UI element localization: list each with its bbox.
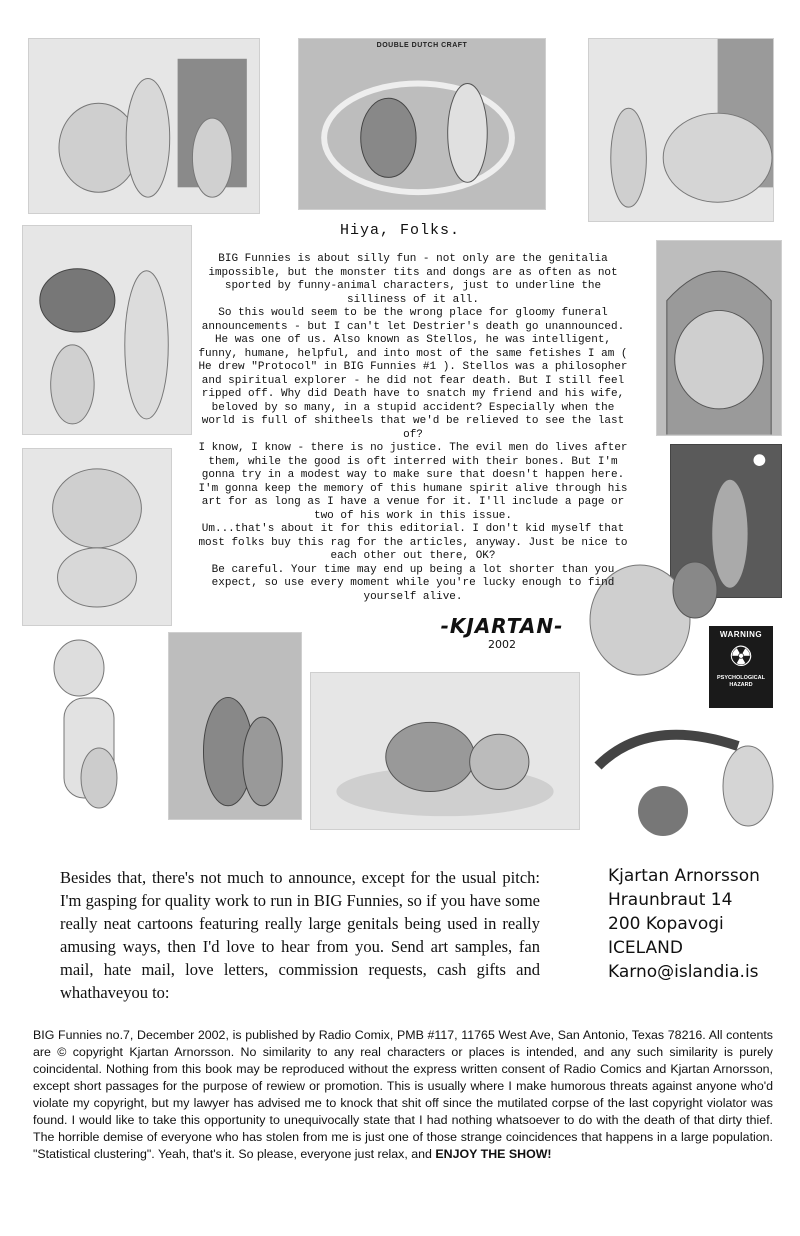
- jump-rope-scene-icon: [299, 39, 545, 209]
- warning-title: WARNING: [719, 630, 763, 639]
- sketch-figure-icon: [588, 716, 784, 842]
- sketch-figure-icon: [24, 628, 154, 826]
- sketch-arch-figure-icon: [657, 241, 781, 435]
- editorial-paragraph: So this would seem to be the wrong place for gloomy funeral announcements - but I can't let Destrier's death go unannounced. He was one of us. Also known as Stellos, he was intelligent, funny, humane, helpful, and into most of the same fetishes I am ( He drew "Protocol" in BIG Funnies #1 ). Stellos was a philosopher and spiritual explorer - he did not fear death. But I still feel ripped off. Why did Death have to snatch my friend and his wife, beloved by so many, in a stupid accident? Especially when the world is full of shitheels that we'd be relieved to see the last of?: [198, 307, 628, 441]
- sketch-figures-icon: [23, 226, 191, 434]
- illustration-bottom-4: [588, 716, 784, 842]
- radiation-trefoil-icon: ☢: [728, 641, 754, 672]
- address-name: Kjartan Arnorsson: [608, 866, 760, 886]
- sketch-figures-icon: [29, 39, 259, 213]
- warning-subtitle: PSYCHOLOGICAL HAZARD: [717, 675, 765, 688]
- editorial-body: [196, 253, 630, 604]
- double-dutch-label: DOUBLE DUTCH CRAFT: [376, 42, 468, 49]
- sketch-figures-icon: [169, 633, 301, 819]
- illustration-bottom-3: [310, 672, 580, 830]
- illustration-top-left: [28, 38, 260, 214]
- mailing-address: [608, 864, 788, 984]
- colophon: [33, 1027, 773, 1163]
- address-email[interactable]: Karno@islandia.is: [608, 962, 759, 982]
- sketch-figures-icon: [589, 39, 773, 221]
- address-street: Hraunbraut 14: [608, 890, 733, 910]
- illustration-top-right: [588, 38, 774, 222]
- illustration-right-upper: [656, 240, 782, 436]
- warning-sign: [709, 626, 773, 708]
- address-country: ICELAND: [608, 938, 683, 958]
- editorial-paragraph: Um...that's about it for this editorial. I don't kid myself that most folks buy this rag for the articles, anyway. Just be nice to each other out there, OK?: [198, 523, 628, 562]
- sketch-figures-icon: [23, 449, 171, 625]
- editorial-paragraph: BIG Funnies is about silly fun - not only are the genitalia impossible, but the monster tits and dongs are as often as not sported by funny-animal characters, just to underline the silliness of it all.: [208, 253, 618, 306]
- editorial-paragraph: I know, I know - there is no justice. The evil men do lives after them, while the good is oft interred with their bones. But I'm gonna try in a modest way to make sure that doesn't happen here. I'm gonna keep the memory of this humane spirit alive through his art for as long as I have a venue for it. I'll include a page or two of his work in this issue.: [198, 442, 628, 522]
- editorial-paragraph: Be careful. Your time may end up being a lot shorter than you expect, so use every moment while you're lucky enough to find yourself alive.: [211, 563, 615, 603]
- address-city: 200 Kopavogi: [608, 914, 724, 934]
- signature-name: -KJARTAN-: [440, 614, 564, 638]
- sketch-scene-icon: [311, 673, 579, 829]
- illustration-bottom-1: [24, 628, 154, 826]
- submission-pitch: Besides that, there's not much to announce, except for the usual pitch: I'm gasping for quality work to run in BIG Funnies, so if you have some really neat cartoons featuring really large genitals being used in really amusing ways, then I'd love to hear from you. Send art samples, fan mail, hate mail, love letters, commission requests, cash gifts and whathaveyou to:: [60, 868, 540, 1002]
- editorial-greeting: Hiya, Folks.: [339, 222, 461, 239]
- colophon-text: BIG Funnies no.7, December 2002, is published by Radio Comix, PMB #117, 11765 West Ave, San Antonio, Texas 78216. All contents are © copyright Kjartan Arnorsson. No similarity to any real characters or places is intended, and any such similarity is purely coincidental. Nothing from this book may be reproduced without the express written consent of Radio Comics and Kjartan Arnorsson, except short passages for the purpose of rewiew or promotion. This is usually where I make humorous threats against anyone who'd violate my copyright, but my lawyer has advised me to knock that shit off since the mutilated corpse of the last copyright violator was found. I would like to take this opportunity to unequivocally state that I had nothing whatsoever to do with the death of that dirty thief. The horrible demise of everyone who has stolen from me is just one of those strange coincidences that happens in a large population. "Statistical clustering". Yeah, that's it. So please, everyone just relax, and: [33, 1028, 773, 1161]
- illustration-bottom-2: [168, 632, 302, 820]
- illustration-left-middle: [22, 448, 172, 626]
- illustration-double-dutch: [298, 38, 546, 210]
- signature: [432, 614, 572, 651]
- signature-year: 2002: [488, 638, 516, 651]
- colophon-closing: ENJOY THE SHOW!: [435, 1147, 552, 1161]
- illustration-left-upper: [22, 225, 192, 435]
